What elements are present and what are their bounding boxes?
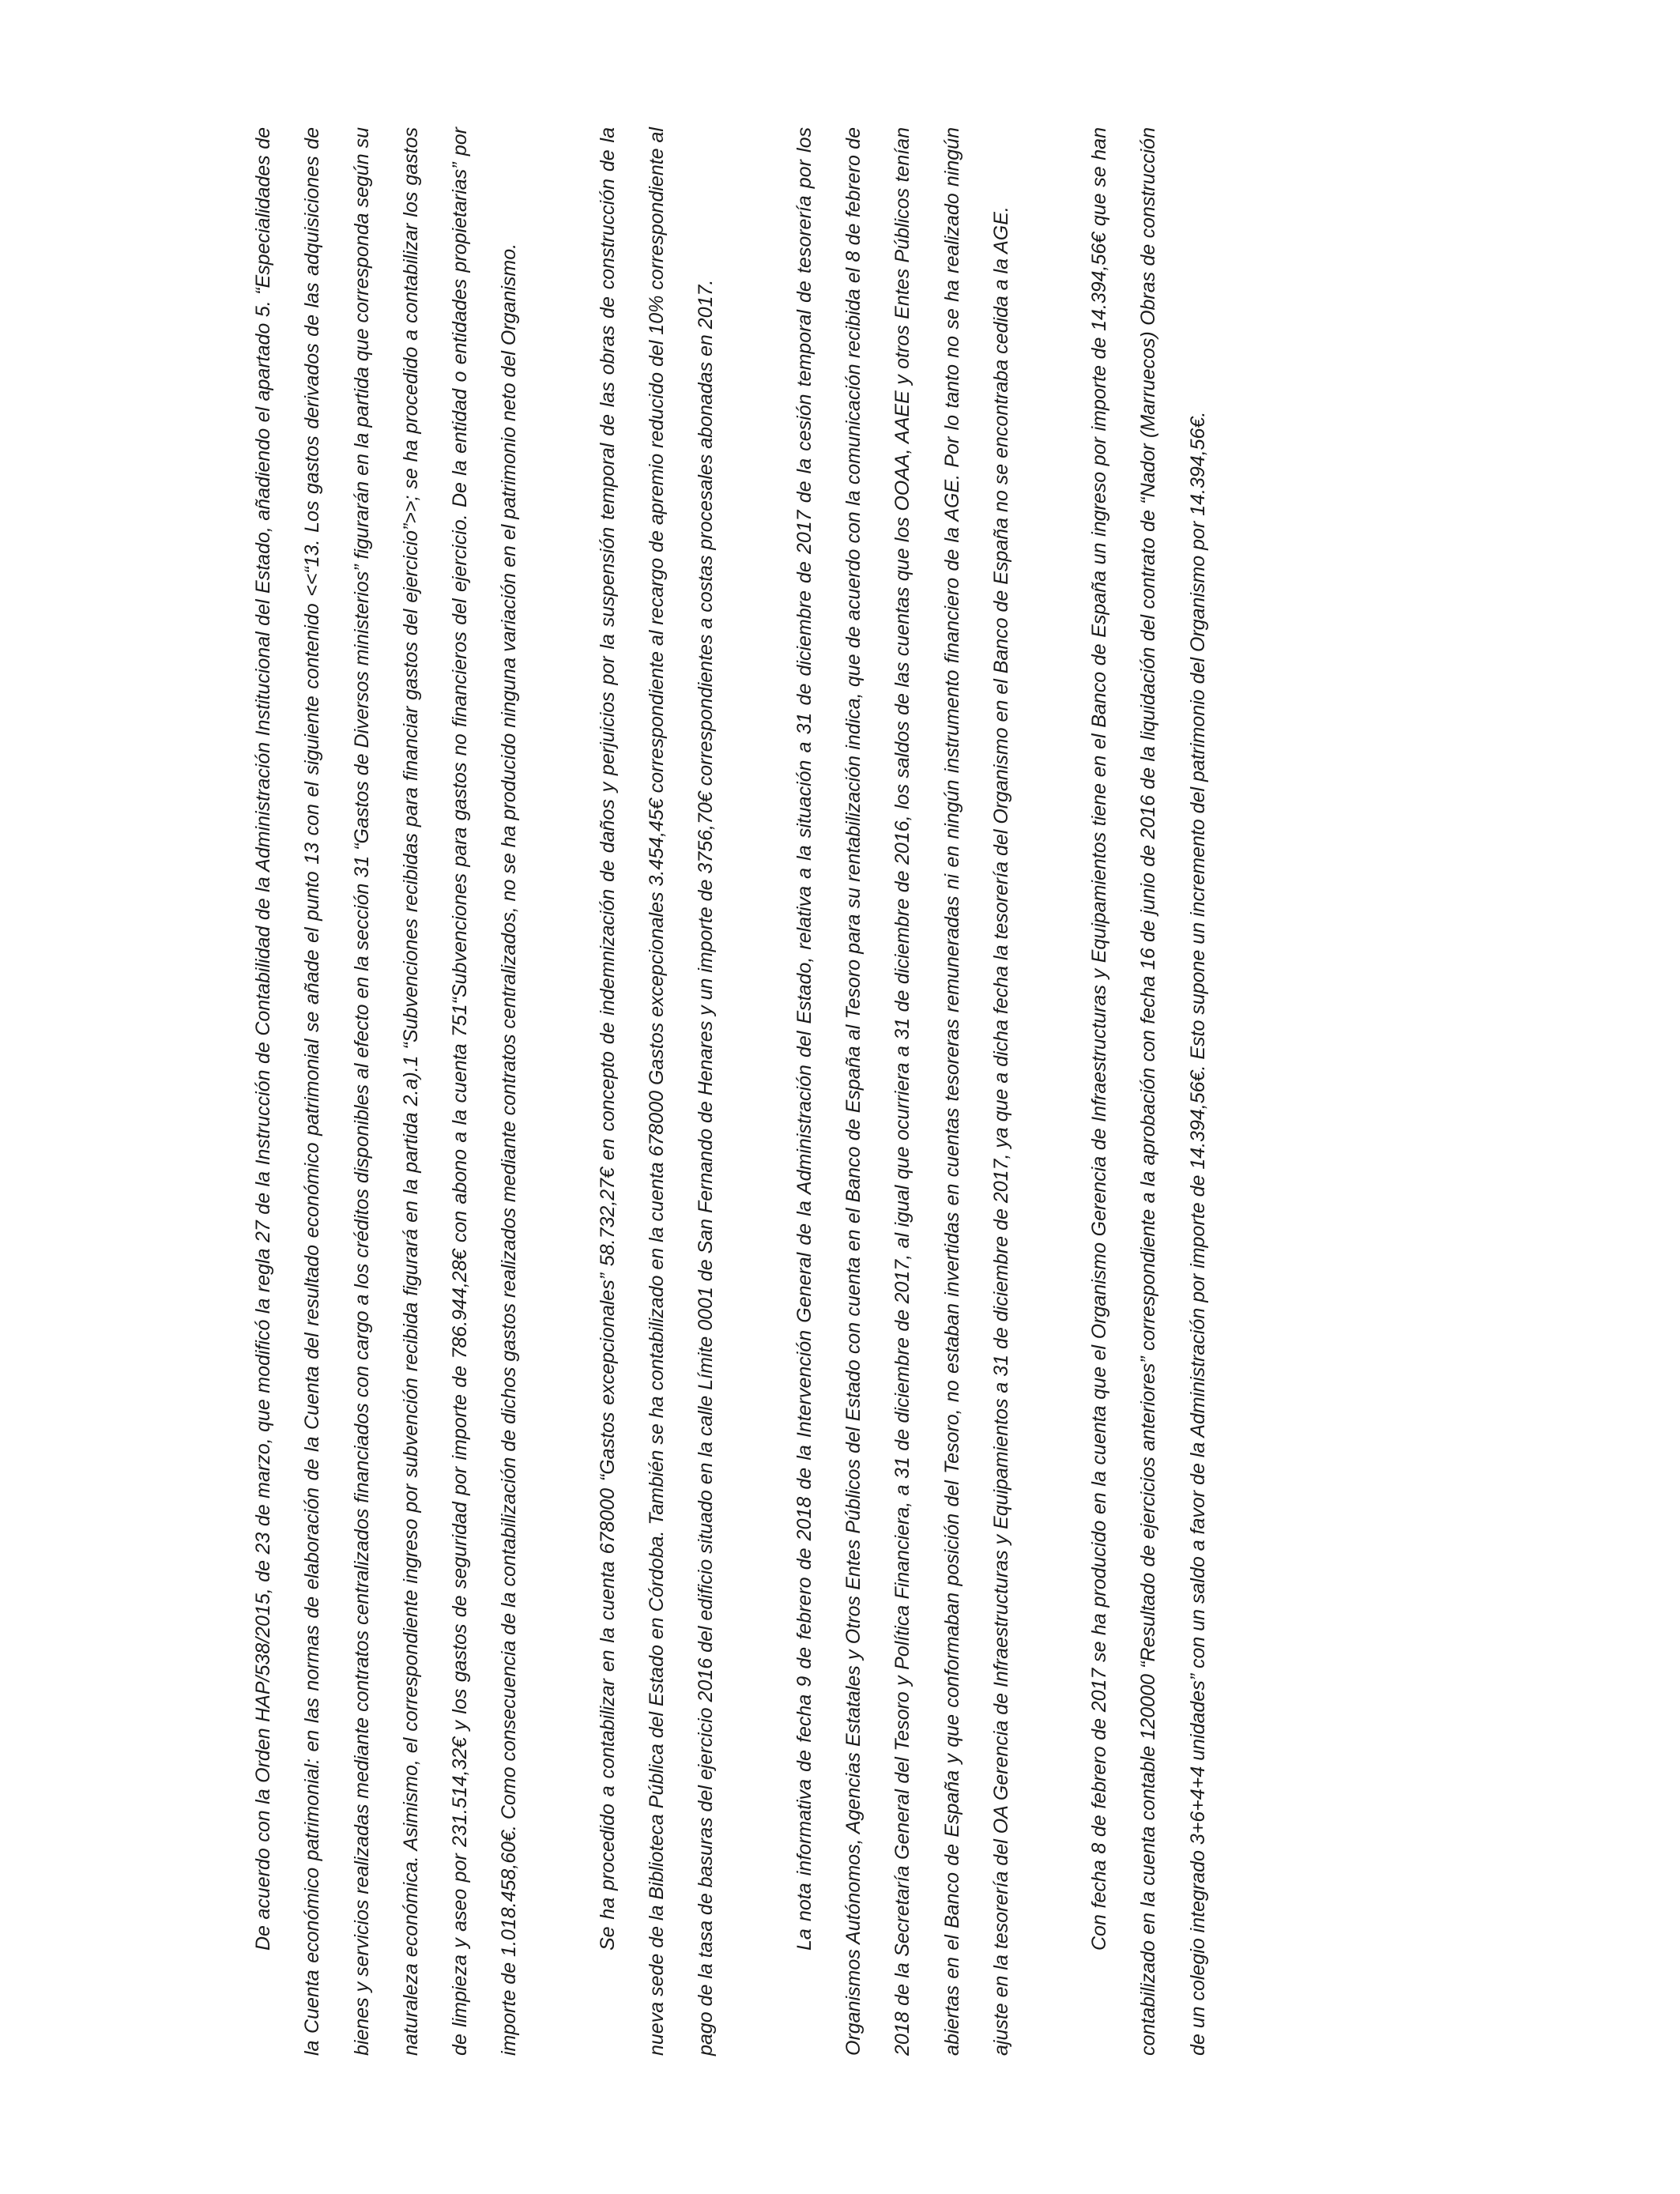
- paragraph-orden-hap: De acuerdo con la Orden HAP/538/2015, de 23 de marzo, que modificó la regla 27 de la Instrucción de Contabilidad de la Administración Institucional del Estado, añadiendo el apartado 5. “Especialidades de la Cuenta económico patrimonial: en las normas de elaboración de la Cuenta del resultado económico patrimonial se añade el punto 13 con el siguiente contenido <<“13. Los gastos derivados de las adquisiciones de bienes y servicios realizadas mediante contratos centralizados financiados con cargo a los créditos disponibles al efecto en la sección 31 “Gastos de Diversos ministerios” figurarán en la partida que corresponda según su naturaleza económica. Asimismo, el correspondiente ingreso por subvención recibida figurará en la partida 2.a).1 “Subvenciones recibidas para financiar gastos del ejercicio”>>; se ha procedido a contabilizar los gastos de limpieza y aseo por 231.514,32€ y los gastos de seguridad por importe de 786.944,28€ con abono a la cuenta 751“Subvenciones para gastos no financieros del ejercicio. De la entidad o entidades propietarias” por importe de 1.018.458,60€. Como consecuencia de la contabilización de dichos gastos realizados mediante contratos centralizados, no se ha producido ninguna variación en el patrimonio neto del Organismo.: [252, 127, 521, 2056]
- paragraph-gastos-excepcionales: Se ha procedido a contabilizar en la cuenta 678000 “Gastos excepcionales” 58.732,27€ en concepto de indemnización de daños y perjuicios por la suspensión temporal de las obras de construcción de la nueva sede de la Biblioteca Pública del Estado en Córdoba. También se ha contabilizado en la cuenta 678000 Gastos excepcionales 3.454,45€ correspondiente al recargo de apremio reducido del 10% correspondiente al pago de la tasa de basuras del ejercicio 2016 del edificio situado en la calle Límite 0001 de San Fernando de Henares y un importe de 3756,70€ correspondientes a costas procesales abonadas en 2017.: [596, 127, 718, 2056]
- paragraph-ingreso-banco-espana: Con fecha 8 de febrero de 2017 se ha producido en la cuenta que el Organismo Gerencia de Infraestructuras y Equipamientos tiene en el Banco de España un ingreso por importe de 14.394,56€ que se han contabilizado en la cuenta contable 120000 “Resultado de ejercicios anteriores” correspondiente a la aprobación con fecha 16 de junio de 2016 de la liquidación del contrato de “Nador (Marruecos) Obras de construcción de un colegio integrado 3+6+4+4 unidades” con un saldo a favor de la Administración por importe de 14.394,56€. Esto supone un incremento del patrimonio del Organismo por 14.394,56€.: [1088, 127, 1209, 2056]
- rotated-text-block: [228, 127, 1358, 2056]
- paragraph-nota-informativa: La nota informativa de fecha 9 de febrero de 2018 de la Intervención General de la Administración del Estado, relativa a la situación a 31 de diciembre de 2017 de la cesión temporal de tesorería por los Organismos Autónomos, Agencias Estatales y Otros Entes Públicos del Estado con cuenta en el Banco de España al Tesoro para su rentabilización indica, que de acuerdo con la comunicación recibida el 8 de febrero de 2018 de la Secretaría General del Tesoro y Política Financiera, a 31 de diciembre de 2017, al igual que ocurriera a 31 de diciembre de 2016, los saldos de las cuentas que los OOAA, AAEE y otros Entes Públicos tenían abiertas en el Banco de España y que conformaban posición del Tesoro, no estaban invertidas en cuentas tesoreras remuneradas ni en ningún instrumento financiero de la AGE. Por lo tanto no se ha realizado ningún ajuste en la tesorería del OA Gerencia de Infraestructuras y Equipamientos a 31 de diciembre de 2017, ya que a dicha fecha la tesorería del Organismo en el Banco de España no se encontraba cedida a la AGE.: [793, 127, 1012, 2056]
